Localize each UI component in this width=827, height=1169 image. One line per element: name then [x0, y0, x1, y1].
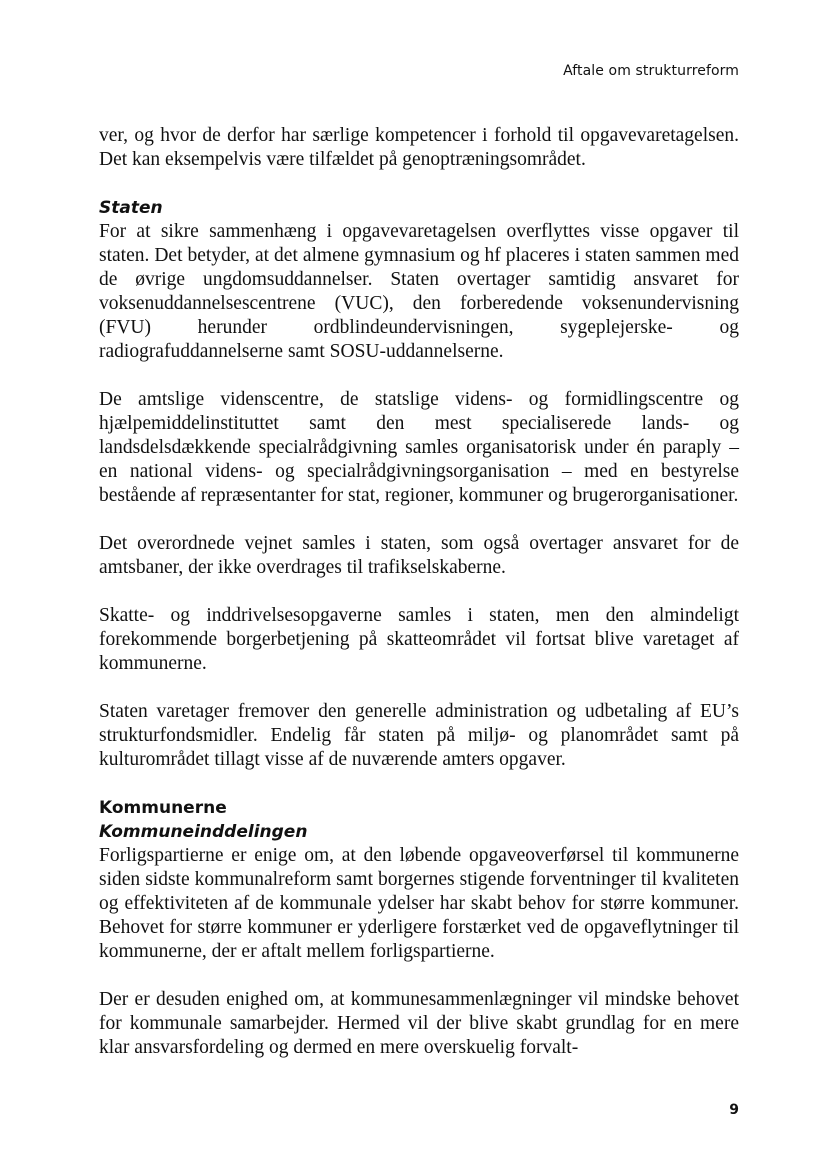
staten-paragraph-1: For at sikre sammenhæng i opgavevaretagelsen overflyttes visse opgaver til staten. Det betyder, at det almene gymnasium og hf placeres i staten sammen med de øvrige ungdomsuddannelser. Staten overtager samtidig ansvaret for voksenuddannelsescentrene (VUC), den forberedende voksenundervisning (FVU) herunder ordblindeundervisningen, sygeplejerske- og radiografuddannelserne samt SOSU-uddannelserne. — [99, 221, 739, 362]
kommunerne-paragraph-1: Forligspartierne er enige om, at den løbende opgaveoverførsel til kommunerne siden sidste kommunalreform samt borgernes stigende forventninger til kvaliteten og effektiviteten af de kommunale ydelser har skabt behov for større kommuner. Behovet for større kommuner er yderligere forstærket ved de opgaveflytninger til kommunerne, der er aftalt mellem forligspartierne. — [99, 845, 739, 962]
subsection-heading-kommuneinddelingen: Kommuneinddelingen — [99, 822, 308, 842]
staten-paragraph-5: Staten varetager fremover den generelle administration og udbetaling af EU’s strukturfondsmidler. Endelig får staten på miljø- og planområdet samt på kulturområdet tillagt visse af de nuværende amters opgaver. — [99, 701, 739, 770]
staten-paragraph-3: Det overordnede vejnet samles i staten, som også overtager ansvaret for de amtsbaner, der ikke overdrages til trafikselskaberne. — [99, 533, 739, 578]
staten-paragraph-2: De amtslige videnscentre, de statslige videns- og formidlingscentre og hjælpemiddelinstituttet samt den mest specialiserede lands- og landsdelsdækkende specialrådgivning samles organisatorisk under én paraply – en national videns- og specialrådgivningsorganisation – med en bestyrelse bestående af repræsentanter for stat, regioner, kommuner og brugerorganisationer. — [99, 389, 739, 506]
running-header: Aftale om strukturreform — [563, 63, 739, 79]
staten-paragraph-4: Skatte- og inddrivelsesopgaverne samles i staten, men den almindeligt forekommende borgerbetjening på skatteområdet vil fortsat blive varetaget af kommunerne. — [99, 605, 739, 674]
intro-paragraph: ver, og hvor de derfor har særlige kompetencer i forhold til opgavevaretagelsen. Det kan eksempelvis være tilfældet på genoptræningsområdet. — [99, 125, 739, 170]
page-number: 9 — [729, 1102, 739, 1118]
kommunerne-paragraph-2: Der er desuden enighed om, at kommunesammenlægninger vil mindske behovet for kommunale samarbejder. Hermed vil der blive skabt grundlag for en mere klar ansvarsfordeling og dermed en mere overskuelig forvalt- — [99, 989, 739, 1058]
section-heading-kommunerne: Kommunerne — [99, 798, 227, 818]
section-heading-staten: Staten — [99, 198, 163, 218]
page-content — [99, 124, 739, 1084]
